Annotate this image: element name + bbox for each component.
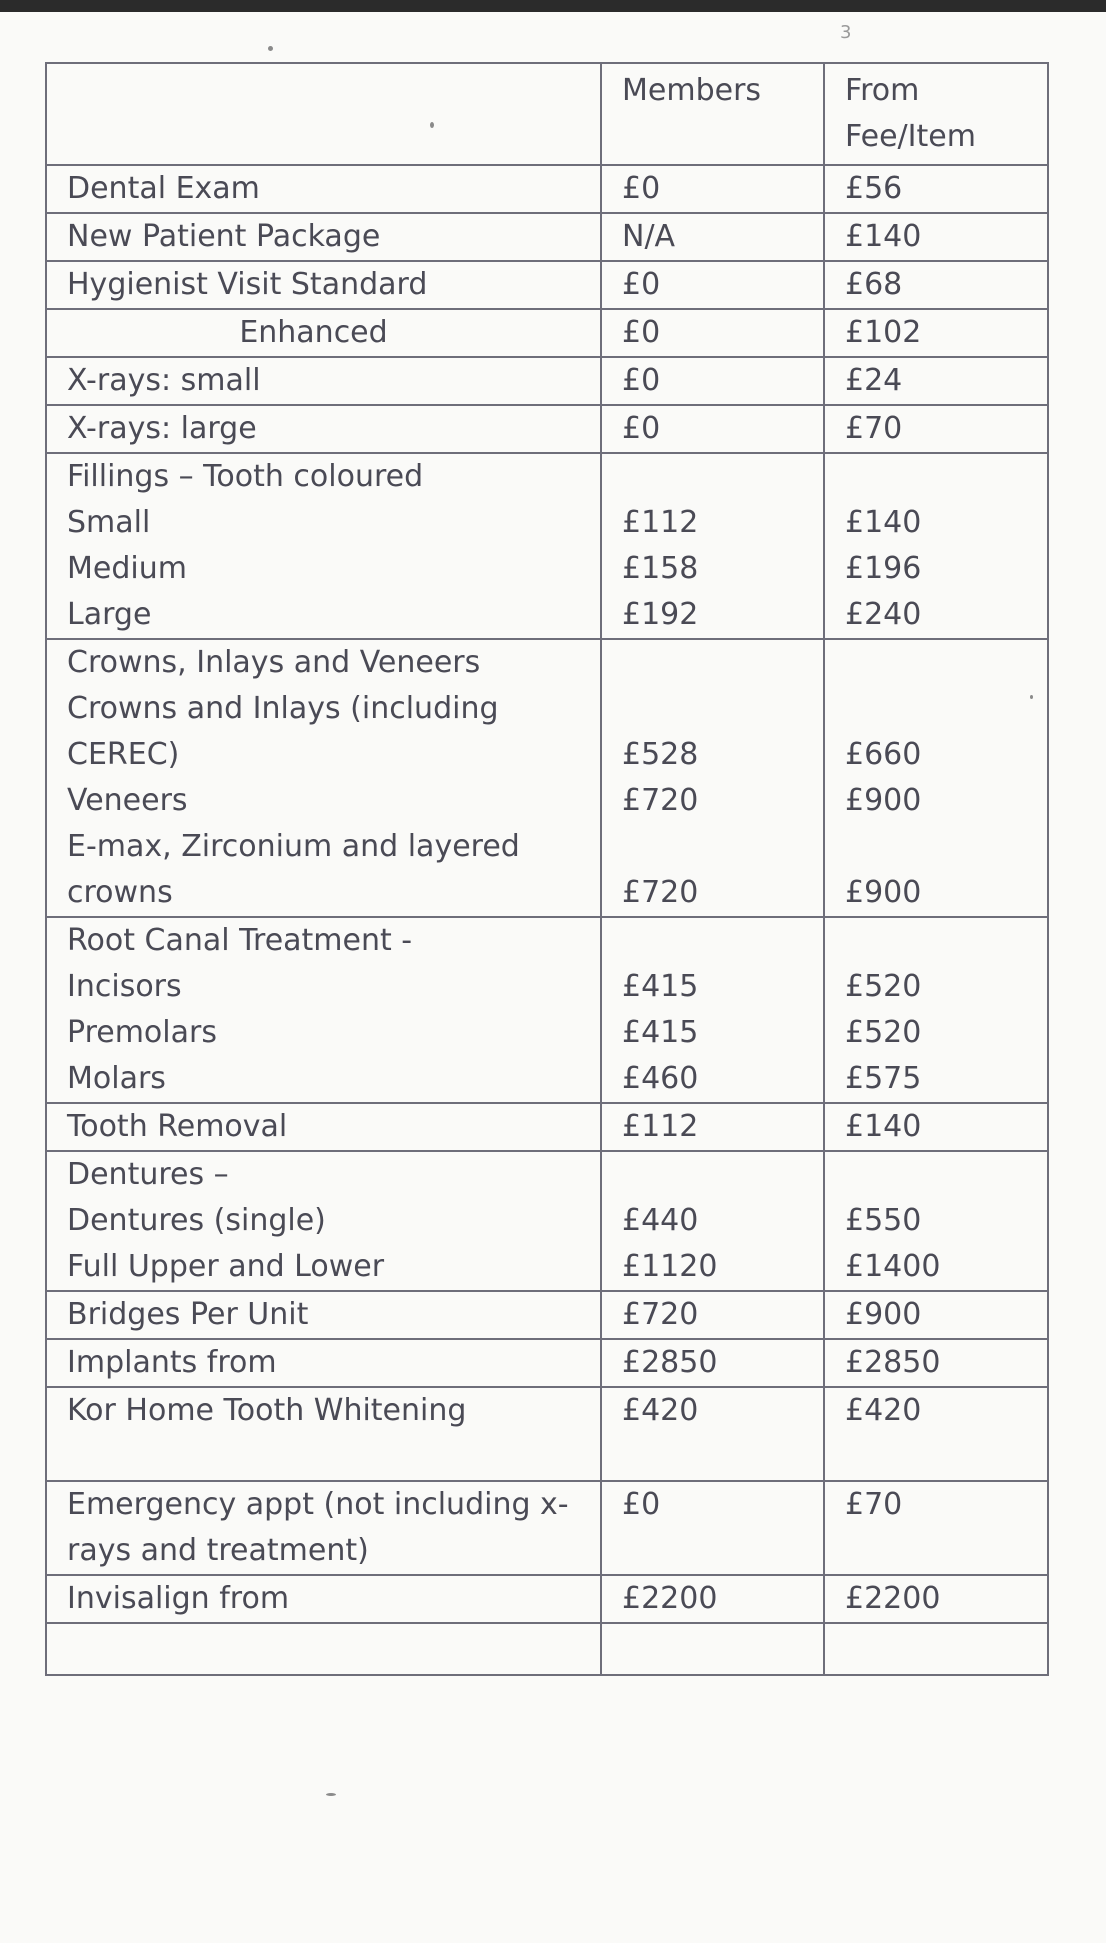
price-value: £720 <box>622 783 699 818</box>
table-row <box>46 1481 1048 1575</box>
table-row <box>46 213 1048 261</box>
treatment-cell <box>46 213 601 261</box>
treatment-label: Hygienist Visit Standard <box>67 267 428 302</box>
price-value: £112 <box>622 505 699 540</box>
fee-price-cell <box>824 1103 1048 1151</box>
treatment-cell <box>46 639 601 917</box>
price-value: £24 <box>845 363 903 398</box>
treatment-label: Molars <box>67 1061 166 1096</box>
fee-price-cell <box>824 405 1048 453</box>
treatment-label: CEREC) <box>67 737 180 772</box>
table-row <box>46 453 1048 639</box>
fee-price-cell <box>824 1339 1048 1387</box>
price-value: N/A <box>622 219 676 254</box>
table-row <box>46 405 1048 453</box>
price-value: £420 <box>845 1393 922 1428</box>
price-value: £2200 <box>845 1581 941 1616</box>
price-value: £0 <box>622 171 661 206</box>
treatment-label: Medium <box>67 551 187 586</box>
price-value: £520 <box>845 1015 922 1050</box>
treatment-cell <box>46 1339 601 1387</box>
speck <box>326 1793 336 1796</box>
fee-price-cell <box>824 1575 1048 1623</box>
treatment-label: Implants from <box>67 1345 277 1380</box>
treatment-cell <box>46 165 601 213</box>
treatment-label: Dentures – <box>67 1157 229 1192</box>
blank-line <box>845 454 1027 500</box>
price-value: £550 <box>845 1203 922 1238</box>
treatment-label: Emergency appt (not including x- <box>67 1487 569 1522</box>
blank-line <box>622 454 803 500</box>
members-price-cell <box>601 1575 824 1623</box>
table-row <box>46 309 1048 357</box>
fee-price-cell <box>824 453 1048 639</box>
fee-price-cell <box>824 917 1048 1103</box>
price-value: £140 <box>845 1109 922 1144</box>
treatment-label: New Patient Package <box>67 219 381 254</box>
price-value: £528 <box>622 737 699 772</box>
members-price-cell <box>601 309 824 357</box>
page-number: 3 <box>840 22 852 43</box>
price-value: £2850 <box>622 1345 718 1380</box>
price-value: £56 <box>845 171 903 206</box>
fee-price-cell <box>824 261 1048 309</box>
table-row <box>46 639 1048 917</box>
treatment-cell <box>46 1575 601 1623</box>
blank-line <box>622 1528 803 1574</box>
price-value: £68 <box>845 267 903 302</box>
fee-price-cell <box>824 309 1048 357</box>
treatment-cell <box>46 1623 601 1675</box>
blank-line <box>845 1528 1027 1574</box>
treatment-label: Enhanced <box>239 315 388 350</box>
treatment-label: X-rays: small <box>67 363 261 398</box>
treatment-cell <box>46 357 601 405</box>
price-value: £158 <box>622 551 699 586</box>
blank-line <box>622 1434 803 1480</box>
table-row <box>46 917 1048 1103</box>
fee-price-cell <box>824 357 1048 405</box>
blank-line <box>622 1624 803 1670</box>
price-value: £0 <box>622 411 661 446</box>
blank-line <box>622 686 803 732</box>
price-value: £240 <box>845 597 922 632</box>
members-price-cell <box>601 165 824 213</box>
blank-line <box>845 640 1027 686</box>
treatment-label: Full Upper and Lower <box>67 1249 385 1284</box>
price-value: £900 <box>845 875 922 910</box>
treatment-cell <box>46 405 601 453</box>
table-row <box>46 165 1048 213</box>
price-value: £0 <box>622 363 661 398</box>
table-row <box>46 1339 1048 1387</box>
table-row <box>46 1151 1048 1291</box>
treatment-label: Large <box>67 597 152 632</box>
price-value: £2200 <box>622 1581 718 1616</box>
blank-line <box>845 1624 1027 1670</box>
treatment-cell <box>46 1481 601 1575</box>
blank-line <box>845 1152 1027 1198</box>
fee-price-cell <box>824 1291 1048 1339</box>
price-value: £102 <box>845 315 922 350</box>
treatment-label: Crowns, Inlays and Veneers <box>67 645 481 680</box>
members-price-cell <box>601 1481 824 1575</box>
blank-line <box>622 824 803 870</box>
treatment-label: Premolars <box>67 1015 217 1050</box>
table-row <box>46 357 1048 405</box>
treatment-cell <box>46 917 601 1103</box>
blank-line <box>845 1434 1027 1480</box>
price-value: £900 <box>845 1297 922 1332</box>
header-treatment <box>46 63 601 165</box>
members-price-cell <box>601 639 824 917</box>
treatment-cell <box>46 1151 601 1291</box>
members-price-cell <box>601 405 824 453</box>
price-value: £415 <box>622 969 699 1004</box>
price-value: £0 <box>622 1487 661 1522</box>
members-price-cell <box>601 1339 824 1387</box>
price-value: £415 <box>622 1015 699 1050</box>
fee-price-cell <box>824 639 1048 917</box>
price-value: £70 <box>845 411 903 446</box>
treatment-label: Crowns and Inlays (including <box>67 691 499 726</box>
table-row <box>46 1575 1048 1623</box>
price-value: £70 <box>845 1487 903 1522</box>
header-row <box>46 63 1048 165</box>
treatment-label: X-rays: large <box>67 411 257 446</box>
table-row <box>46 1103 1048 1151</box>
treatment-cell <box>46 453 601 639</box>
blank-line <box>845 686 1027 732</box>
price-value: £1120 <box>622 1249 718 1284</box>
header-from-fee: From Fee/Item <box>824 63 1048 165</box>
price-value: £0 <box>622 315 661 350</box>
price-value: £112 <box>622 1109 699 1144</box>
price-value: £0 <box>622 267 661 302</box>
fee-price-cell <box>824 165 1048 213</box>
treatment-label: crowns <box>67 875 173 910</box>
blank-line <box>622 918 803 964</box>
price-value: £660 <box>845 737 922 772</box>
price-value: £140 <box>845 219 922 254</box>
members-price-cell <box>601 261 824 309</box>
blank-line <box>845 824 1027 870</box>
price-table <box>45 62 1049 1676</box>
members-price-cell <box>601 1291 824 1339</box>
price-value: £720 <box>622 1297 699 1332</box>
fee-price-cell <box>824 1623 1048 1675</box>
fee-price-cell <box>824 1481 1048 1575</box>
speck <box>268 46 273 51</box>
price-value: £460 <box>622 1061 699 1096</box>
treatment-cell <box>46 1291 601 1339</box>
treatment-label: Invisalign from <box>67 1581 290 1616</box>
blank-line <box>67 1434 580 1480</box>
table-row <box>46 1623 1048 1675</box>
members-price-cell <box>601 453 824 639</box>
price-value: £520 <box>845 969 922 1004</box>
fee-price-cell <box>824 1151 1048 1291</box>
members-price-cell <box>601 1151 824 1291</box>
scan-edge <box>0 0 1106 12</box>
treatment-label: Bridges Per Unit <box>67 1297 309 1332</box>
price-value: £420 <box>622 1393 699 1428</box>
table-row <box>46 1387 1048 1481</box>
treatment-label: Incisors <box>67 969 182 1004</box>
price-value: £900 <box>845 783 922 818</box>
price-value: £196 <box>845 551 922 586</box>
price-value: £720 <box>622 875 699 910</box>
header-members: Members <box>601 63 824 165</box>
price-value: £2850 <box>845 1345 941 1380</box>
table-row <box>46 261 1048 309</box>
treatment-label: Tooth Removal <box>67 1109 288 1144</box>
treatment-cell <box>46 309 601 357</box>
blank-line <box>622 1152 803 1198</box>
table-body <box>46 165 1048 1675</box>
treatment-cell <box>46 1103 601 1151</box>
price-value: £575 <box>845 1061 922 1096</box>
treatment-label: Kor Home Tooth Whitening <box>67 1393 467 1428</box>
members-price-cell <box>601 1387 824 1481</box>
members-price-cell <box>601 917 824 1103</box>
blank-line <box>622 640 803 686</box>
members-price-cell <box>601 213 824 261</box>
treatment-label: Small <box>67 505 151 540</box>
treatment-label: Root Canal Treatment - <box>67 923 413 958</box>
fee-price-cell <box>824 213 1048 261</box>
treatment-label: Fillings – Tooth coloured <box>67 459 424 494</box>
fee-price-cell <box>824 1387 1048 1481</box>
treatment-cell <box>46 1387 601 1481</box>
treatment-label: Veneers <box>67 783 188 818</box>
treatment-label: Dental Exam <box>67 171 260 206</box>
price-value: £140 <box>845 505 922 540</box>
blank-line <box>845 918 1027 964</box>
treatment-label: E-max, Zirconium and layered <box>67 829 520 864</box>
price-value: £192 <box>622 597 699 632</box>
treatment-label: rays and treatment) <box>67 1533 369 1568</box>
price-value: £440 <box>622 1203 699 1238</box>
members-price-cell <box>601 357 824 405</box>
members-price-cell <box>601 1103 824 1151</box>
members-price-cell <box>601 1623 824 1675</box>
treatment-cell <box>46 261 601 309</box>
treatment-label: Dentures (single) <box>67 1203 326 1238</box>
price-value: £1400 <box>845 1249 941 1284</box>
table-row <box>46 1291 1048 1339</box>
